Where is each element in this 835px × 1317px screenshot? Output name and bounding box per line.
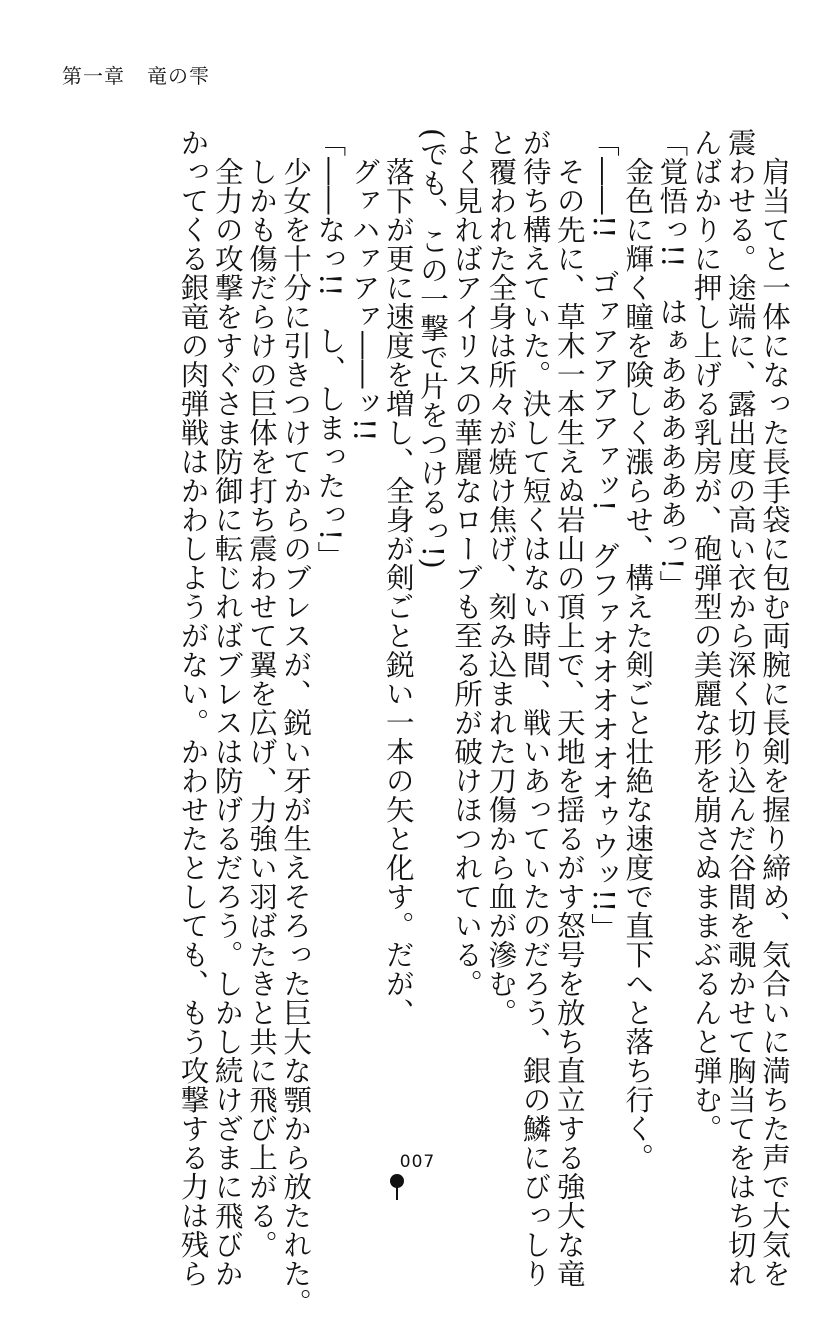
paragraph-line: 「――!! ゴァアアアアァッ! グファオオオオオオゥウッ!!」	[586, 128, 620, 942]
paragraph-line: と覆われた全身は所々が焼け焦げ、刻み込まれた刀傷から血が滲む。	[484, 128, 518, 1027]
paragraph-line: 「覚悟っ!! はぁああああああっ!」	[655, 128, 689, 599]
paragraph-line: 少女を十分に引きつけてからのブレスが、鋭い牙が生えそろった巨大な顎から放たれた。	[279, 156, 313, 1317]
paragraph-line: 肩当てと一体になった長手袋に包む両腕に長剣を握り締め、気合いに満ちた声で大気を	[758, 156, 791, 1288]
paragraph-line: かってくる銀竜の肉弾戦はかわしようがない。かわせたとしても、もう攻撃する力は残ら	[176, 128, 210, 1288]
page-number: 007	[399, 1152, 436, 1172]
paragraph-line: んばかりに押し上げる乳房が、砲弾型の美麗な形を崩さぬままぶるんと弾む。	[689, 128, 723, 1143]
chapter-header	[62, 60, 210, 89]
chapter-number: 第一章	[62, 64, 125, 88]
paragraph-line: 全力の攻撃をすぐさま防御に転じればブレスは防げるだろう。しかし続けざまに飛びか	[210, 156, 244, 1288]
paragraph-line: 「――なっ!! し、しまったっ!」	[313, 128, 347, 570]
page-marker-icon	[390, 1174, 404, 1200]
paragraph-line: 落下が更に速度を増し、全身が剣ごと鋭い一本の矢と化す。だが、	[381, 156, 415, 1027]
chapter-title: 竜の雫	[147, 64, 210, 88]
paragraph-line: よく見ればアイリスの華麗なローブも至る所が破けほつれている。	[450, 128, 484, 998]
paragraph-line: グァハァアァ――ッ!!	[347, 156, 381, 442]
paragraph-line: (でも、この一撃で片をつけるっ!)	[415, 128, 449, 570]
paragraph-line: が待ち構えていた。決して短くはない時間、戦いあっていたのだろう、銀の鱗にびっしり	[518, 128, 552, 1288]
paragraph-line: その先に、草木一本生えぬ岩山の頂上で、天地を揺るがす怒号を放ち直立する強大な竜	[552, 156, 586, 1288]
paragraph-line: 震わせる。途端に、露出度の高い衣から深く切り込んだ谷間を覗かせて胸当てをはち切れ	[723, 128, 757, 1288]
paragraph-line: 金色に輝く瞳を険しく漲らせ、構えた剣ごと壮絶な速度で直下へと落ち行く。	[621, 156, 655, 1172]
page-marker-stem	[396, 1186, 398, 1200]
paragraph-line: しかも傷だらけの巨体を打ち震わせて翼を広げ、力強い羽ばたきと共に飛び上がる。	[244, 156, 278, 1259]
